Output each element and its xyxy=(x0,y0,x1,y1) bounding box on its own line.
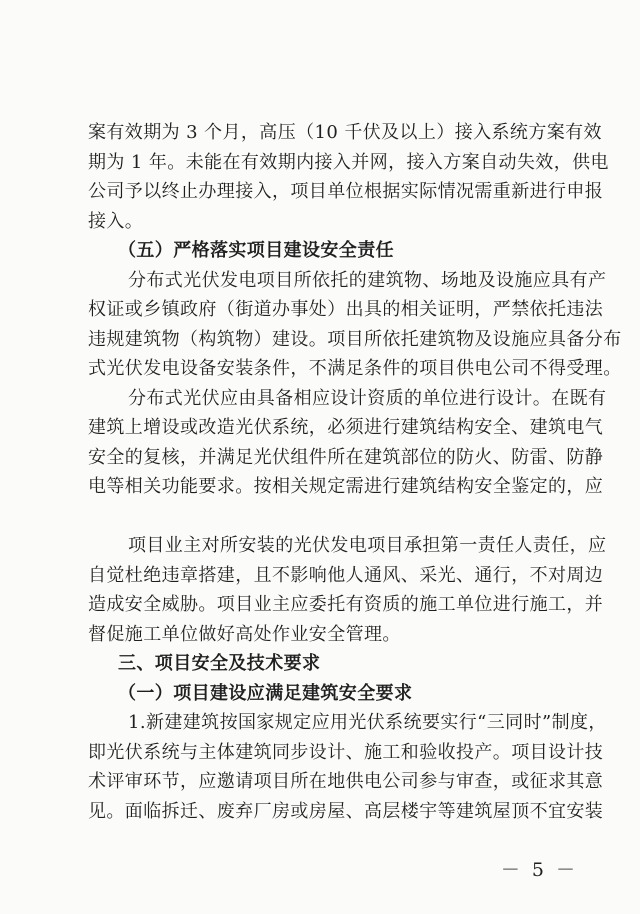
paragraph-line: 督促施工单位做好高处作业安全管理。 xyxy=(88,624,401,645)
paragraph-line: 安全的复核，并满足光伏组件所在建筑部位的防火、防雷、防静 xyxy=(88,447,604,468)
paragraph-line: 见。面临拆迁、废弃厂房或房屋、高层楼宇等建筑屋顶不宜安装 xyxy=(88,801,604,822)
paragraph-line: 项目业主对所安装的光伏发电项目承担第一责任人责任，应 xyxy=(128,535,607,556)
paragraph-line: 建筑上增设或改造光伏系统，必须进行建筑结构安全、建筑电气 xyxy=(88,417,604,438)
paragraph-line: 电等相关功能要求。按相关规定需进行建筑结构安全鉴定的，应 xyxy=(88,476,604,497)
paragraph-line: 案有效期为 3 个月，高压（10 千伏及以上）接入系统方案有效 xyxy=(88,122,602,143)
page-number: － 5 － xyxy=(500,859,578,881)
paragraph-line: 接入。 xyxy=(88,211,144,232)
paragraph-line: 分布式光伏发电项目所依托的建筑物、场地及设施应具有产 xyxy=(128,270,607,291)
paragraph-line: 期为 1 年。未能在有效期内接入并网，接入方案自动失效，供电 xyxy=(88,152,609,173)
paragraph-line: 权证或乡镇政府（街道办事处）出具的相关证明，严禁依托违法 xyxy=(88,299,604,320)
paragraph-line: 术评审环节，应邀请项目所在地供电公司参与审查，或征求其意 xyxy=(88,771,604,792)
paragraph-line: 分布式光伏应由具备相应设计资质的单位进行设计。在既有 xyxy=(128,388,607,409)
paragraph-line: 式光伏发电设备安装条件，不满足条件的项目供电公司不得受理。 xyxy=(88,358,622,379)
section-subheading: （一）项目建设应满足建筑安全要求 xyxy=(118,683,413,704)
paragraph-line: 1.新建建筑按国家规定应用光伏系统要实行“三同时”制度， xyxy=(128,712,607,733)
paragraph-line: 违规建筑物（构筑物）建设。项目所依托建筑物及设施应具备分布 xyxy=(88,329,622,350)
paragraph-line: 即光伏系统与主体建筑同步设计、施工和验收投产。项目设计技 xyxy=(88,742,604,763)
paragraph-line: 公司予以终止办理接入，项目单位根据实际情况需重新进行申报 xyxy=(88,181,604,202)
section-subheading: （五）严格落实项目建设安全责任 xyxy=(118,240,394,261)
section-heading: 三、项目安全及技术要求 xyxy=(118,653,321,674)
paragraph-line: 自觉杜绝违章搭建，且不影响他人通风、采光、通行，不对周边 xyxy=(88,565,604,586)
paragraph-line: 造成安全威胁。项目业主应委托有资质的施工单位进行施工，并 xyxy=(88,594,604,615)
